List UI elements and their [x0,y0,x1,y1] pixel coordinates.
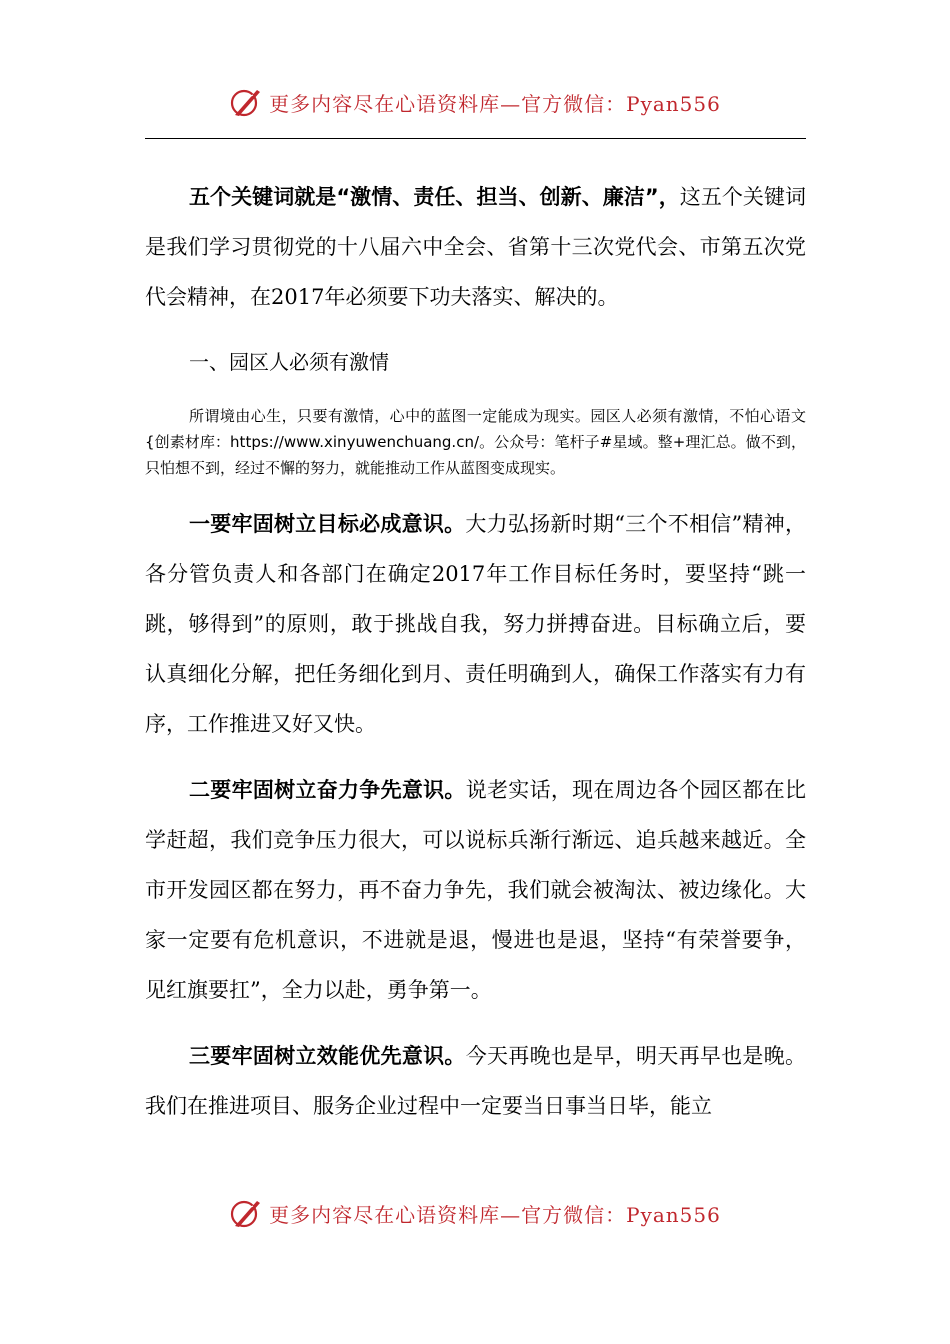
paragraph-3-text: 今天再晚也是早，明天再早也是晚。我们在推进项目、服务企业过程中一定要当日事当日毕，能立 [145,1044,807,1118]
paragraph-2-bold: 二要牢固树立奋力争先意识。 [189,778,466,802]
quill-pen-logo-icon [229,1196,263,1230]
paragraph-1-bold: 一要牢固树立目标必成意识。 [189,512,466,536]
paragraph-3 [145,1031,806,1131]
intro-paragraph [145,172,806,322]
quill-pen-logo-icon [229,85,263,119]
inserted-note: 所谓境由心生，只要有激情，心中的蓝图一定能成为现实。园区人必须有激情，不怕心语文{创素材库：https://www.xinyuwenchuang.cn/。公众号：笔杆子#星域。整+理汇总。做不到，只怕想不到，经过不懈的努力，就能推动工作从蓝图变成现实。 [145,407,806,477]
banner-text: 更多内容尽在心语资料库—官方微信：Pyan556 [269,91,721,116]
section-heading: 一、园区人必须有激情 [189,350,389,374]
paragraph-2 [145,765,806,1015]
paragraph-1-text: 大力弘扬新时期“三个不相信”精神，各分管负责人和各部门在确定2017年工作目标任务时，要坚持“跳一跳，够得到”的原则，敢于挑战自我，努力拼搏奋进。目标确立后，要认真细化分解，把任务细化到月、责任明确到人，确保工作落实有力有序，工作推进又好又快。 [145,512,806,736]
paragraph-3-bold: 三要牢固树立效能优先意识。 [189,1044,466,1068]
banner-text: 更多内容尽在心语资料库—官方微信：Pyan556 [269,1202,721,1227]
intro-text: 这五个关键词是我们学习贯彻党的十八届六中全会、省第十三次党代会、市第五次党代会精神，在2017年必须要下功夫落实、解决的。 [145,185,807,309]
paragraph-2-text: 说老实话，现在周边各个园区都在比学赶超，我们竞争压力很大，可以说标兵渐行渐远、追兵越来越近。全市开发园区都在努力，再不奋力争先，我们就会被淘汰、被边缘化。大家一定要有危机意识，不进就是退，慢进也是退，坚持“有荣誉要争，见红旗要扛”，全力以赴，勇争第一。 [145,778,807,1002]
document-body [145,172,806,1131]
intro-bold: 五个关键词就是“激情、责任、担当、创新、廉洁”， [189,185,680,209]
paragraph-1 [145,499,806,749]
header-divider [145,138,806,139]
header-banner [0,82,950,122]
footer-banner [0,1193,950,1233]
